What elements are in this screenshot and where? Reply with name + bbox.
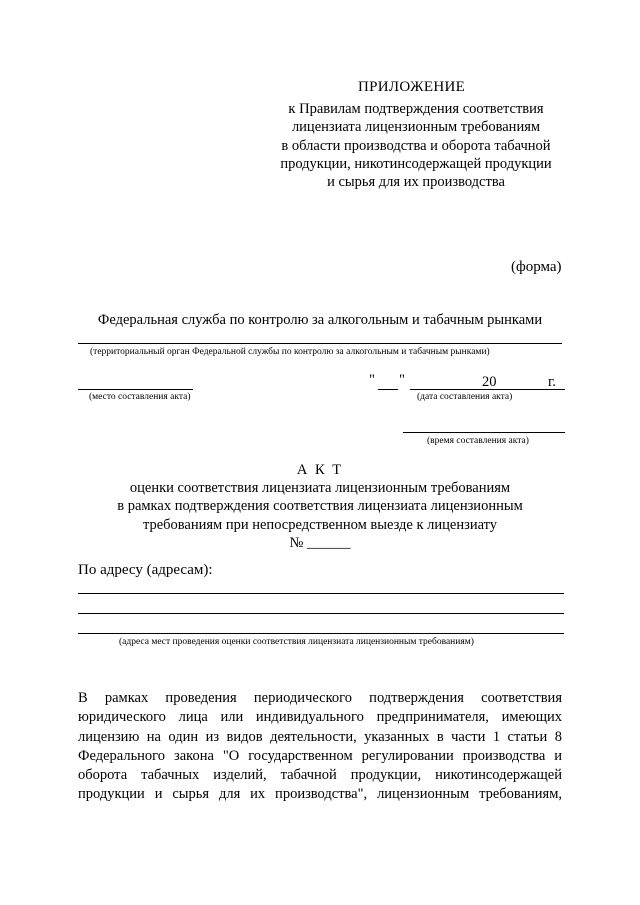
place-caption: (место составления акта) [89,392,191,402]
territorial-body-caption: (территориальный орган Федеральной службы по контролю за алкогольным и табачным рынками) [90,347,490,357]
body-line: В рамках проведения периодического подтверждения соответствия [78,690,562,706]
address-line-2[interactable] [78,613,564,614]
body-paragraph [78,689,562,805]
appendix-line: лицензиата лицензионным требованиям [291,119,541,136]
date-caption: (дата составления акта) [417,392,513,402]
time-caption: (время составления акта) [427,436,529,446]
form-label: (форма) [511,259,562,275]
date-day-line[interactable] [378,389,398,390]
akt-subtitle-line: в рамках подтверждения соответствия лицензиата лицензионным [117,498,523,515]
akt-title: А К Т [296,462,344,478]
body-line: Федерального закона "О государственном регулировании производства и [78,747,562,764]
territorial-body-line[interactable] [78,343,562,344]
date-quote-open: " [369,372,375,388]
appendix-line: к Правилам подтверждения соответствия [288,101,544,117]
appendix-line: и сырья для их производства [327,174,505,191]
body-line: оборота табачных изделий, табачной продукции, никотинсодержащей [78,767,562,784]
akt-subtitle-line: требованиям при непосредственном выезде к лицензиату [142,516,498,533]
date-year-suffix: г. [548,374,556,390]
body-line: юридического лица или индивидуального предпринимателя, имеющих [78,709,562,726]
date-year-prefix: 20 [482,374,497,390]
address-label: По адресу (адресам): [78,562,213,578]
appendix-reference [260,100,572,191]
time-line[interactable] [403,432,565,433]
akt-heading [78,461,562,552]
appendix-line: в области производства и оборота табачной [281,137,551,154]
appendix-line: продукции, никотинсодержащей продукции [280,155,552,172]
agency-name: Федеральная служба по контролю за алкогольным и табачным рынками [97,312,543,328]
address-line-1[interactable] [78,593,564,594]
date-quote-close: " [399,372,405,388]
place-line[interactable] [78,389,193,390]
akt-subtitle-line: оценки соответствия лицензиата лицензионным требованиям [129,480,511,497]
addresses-caption: (адреса мест проведения оценки соответствия лицензиата лицензионным требованиям) [119,637,474,647]
body-line: лицензию на один из видов деятельности, указанных в части 1 статьи 8 [78,728,562,745]
address-line-3[interactable] [78,633,564,634]
akt-number: № ______ [289,534,351,551]
appendix-title: ПРИЛОЖЕНИЕ [358,79,466,95]
body-line: продукции и сырья для их производства", лицензионным требованиям, [78,786,562,803]
